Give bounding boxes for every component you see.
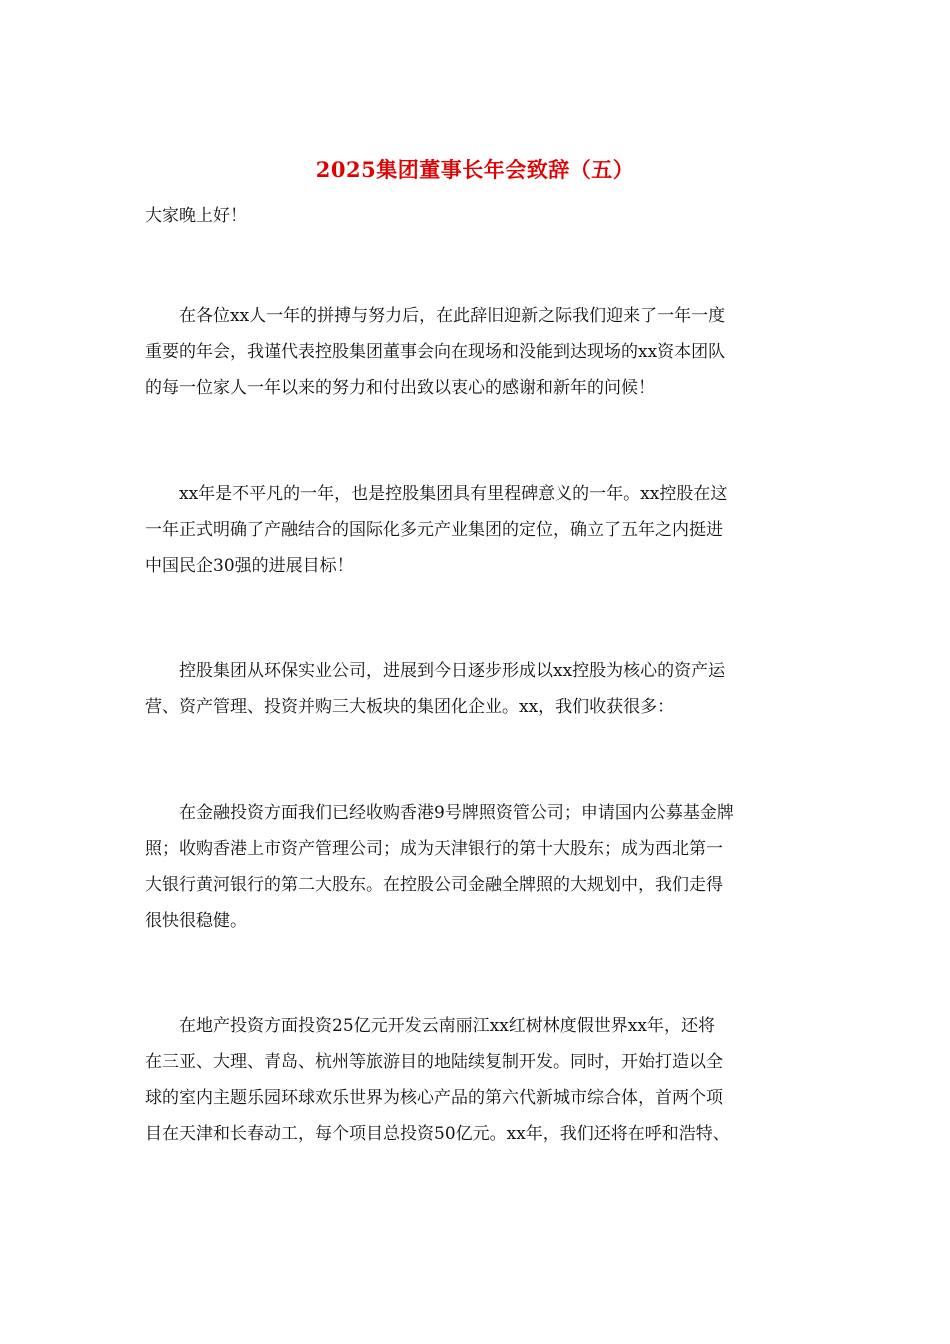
- paragraph-line: 的每一位家人一年以来的努力和付出致以衷心的感谢和新年的问候！: [145, 378, 655, 398]
- paragraph-line: 营、资产管理、投资并购三大板块的集团化企业。xx，我们收获很多：: [145, 697, 675, 717]
- paragraph-line: 在三亚、大理、青岛、杭州等旅游目的地陆续复制开发。同时，开始打造以全: [145, 1052, 723, 1072]
- greeting: [145, 198, 805, 234]
- paragraph-line: 大银行黄河银行的第二大股东。在控股公司金融全牌照的大规划中，我们走得: [145, 875, 723, 895]
- paragraph-line: 球的室内主题乐园环球欢乐世界为核心产品的第六代新城市综合体，首两个项: [145, 1088, 723, 1108]
- paragraph-line: 照；收购香港上市资产管理公司；成为天津银行的第十大股东；成为西北第一: [145, 839, 723, 859]
- paragraph-line: xx年是不平凡的一年，也是控股集团具有里程碑意义的一年。xx控股在这: [145, 484, 728, 504]
- paragraph-line: 中国民企30强的进展目标！: [145, 556, 354, 576]
- paragraph-line: 在地产投资方面投资25亿元开发云南丽江xx红树林度假世界xx年，还将: [145, 1016, 715, 1036]
- paragraph-line: 在各位xx人一年的拼搏与努力后，在此辞旧迎新之际我们迎来了一年一度: [145, 306, 726, 326]
- paragraph-3: [145, 653, 805, 725]
- paragraph-line: 控股集团从环保实业公司，进展到今日逐步形成以xx控股为核心的资产运: [145, 661, 726, 681]
- paragraph-line: 重要的年会，我谨代表控股集团董事会向在现场和没能到达现场的xx资本团队: [145, 342, 726, 362]
- paragraph-line: 很快很稳健。: [145, 911, 247, 931]
- paragraph-4: [145, 795, 805, 939]
- paragraph-line: 在金融投资方面我们已经收购香港9号牌照资管公司；申请国内公募基金牌: [145, 803, 734, 823]
- paragraph-1: [145, 298, 805, 406]
- greeting-line: 大家晚上好！: [145, 206, 247, 226]
- paragraph-5: [145, 1008, 805, 1152]
- paragraph-line: 一年正式明确了产融结合的国际化多元产业集团的定位，确立了五年之内挺进: [145, 520, 723, 540]
- paragraph-line: 目在天津和长春动工，每个项目总投资50亿元。xx年，我们还将在呼和浩特、: [145, 1124, 730, 1144]
- document-title: 2025集团董事长年会致辞（五）: [315, 157, 635, 182]
- paragraph-2: [145, 476, 805, 584]
